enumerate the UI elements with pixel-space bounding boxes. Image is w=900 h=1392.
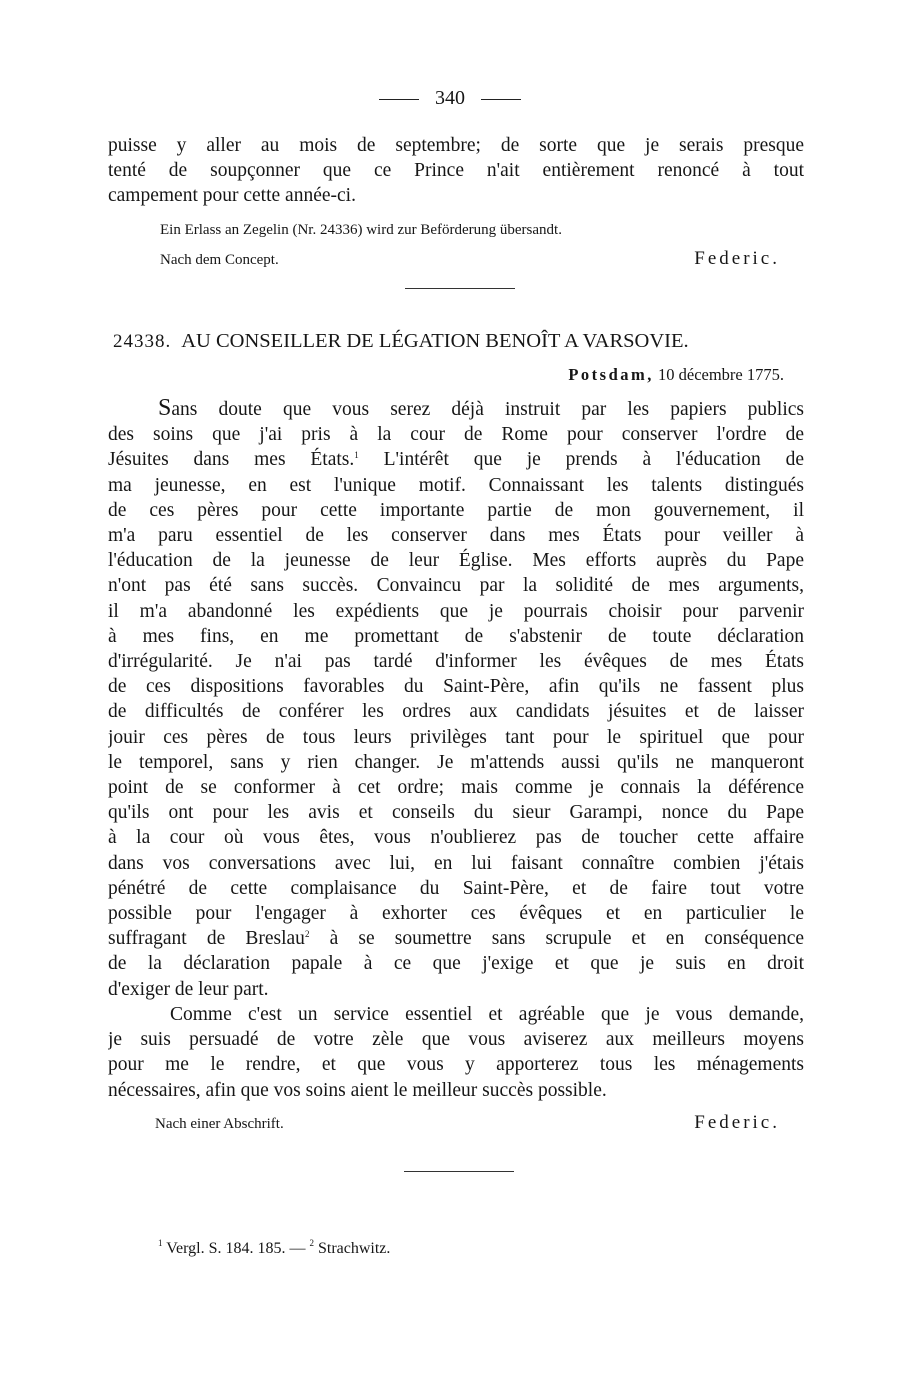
footnote-2-text: Strachwitz. (317, 1240, 391, 1257)
footnotes (158, 1240, 390, 1258)
paragraph-line: à la cour où vous êtes, vous n'oublierez pas de toucher cette affaire (108, 827, 804, 849)
letter-footer (155, 1112, 780, 1134)
page-number: 340 (435, 87, 465, 109)
paragraph-line: l'éducation de la jeunesse de leur Église. Mes efforts auprès du Pape (108, 550, 804, 572)
signature-previous: Federic. (694, 248, 780, 269)
paragraph-line: le temporel, sans y rien changer. Je m'attends aussi qu'ils ne manqueront (108, 751, 804, 773)
previous-letter-footer (160, 248, 780, 270)
place: Potsdam, (568, 365, 654, 384)
paragraph-line: des soins que j'ai pris à la cour de Rome pour conserver l'ordre de (108, 424, 804, 446)
section-divider (405, 288, 515, 289)
paragraph-line: m'a paru essentiel de les conserver dans mes États pour veiller à (108, 525, 804, 547)
paragraph-line: je suis persuadé de votre zèle que vous aviserez aux meilleurs moyens (108, 1029, 804, 1051)
date: 10 décembre 1775. (658, 365, 784, 384)
paragraph-line: nécessaires, afin que vos soins aient le meilleur succès possible. (108, 1079, 607, 1101)
paragraph-line: point de se conformer à cet ordre; mais comme je connais la déférence (108, 777, 804, 799)
editorial-note: Ein Erlass an Zegelin (Nr. 24336) wird zur Beförderung übersandt. (160, 222, 562, 238)
paragraph-line: Sans doute que vous serez déjà instruit par les papiers publics (158, 396, 804, 421)
paragraph-line: d'irrégularité. Je n'ai pas tardé d'informer les évêques de mes États (108, 651, 804, 673)
paragraph-line: suffragant de Breslau$^2$ à se soumettre sans scrupule et en conséquence (108, 928, 804, 950)
paragraph-line: ma jeunesse, en est l'unique motif. Connaissant les talents distingués (108, 474, 804, 496)
carryover-line: puisse y aller au mois de septembre; de sorte que je serais presque (108, 135, 804, 156)
paragraph-line: à mes fins, en me promettant de s'abstenir de toute déclaration (108, 625, 804, 647)
source-note-copy: Nach einer Abschrift. (155, 1116, 284, 1132)
letter-title: AU CONSEILLER DE LÉGATION BENOÎT A VARSOVIE. (181, 330, 689, 352)
paragraph-line: possible pour l'engager à exhorter ces évêques et en particulier le (108, 903, 804, 925)
footnote-separator: — (289, 1240, 306, 1257)
paragraph-line: dans vos conversations avec lui, en lui faisant connaître combien j'étais (108, 852, 804, 874)
paragraph-line: qu'ils ont pour les avis et conseils du sieur Garampi, nonce du Pape (108, 802, 804, 824)
footnote-marker-1: 1 (158, 1238, 163, 1248)
dateline (568, 365, 784, 385)
paragraph-line: pour me le rendre, et que vous y apporterez tous les ménagements (108, 1054, 804, 1076)
letter-paragraph-2 (108, 1002, 804, 1103)
paragraph-line: Jésuites dans mes États.$^1$ L'intérêt que je prends à l'éducation de (108, 449, 804, 471)
footnote-ref-2: 2 (304, 929, 310, 940)
paragraph-line: de ces pères pour cette importante partie de mon gouvernement, il (108, 499, 804, 521)
drop-capital: S (158, 396, 172, 421)
paragraph-line: il m'a abandonné les expédients que je pourrais choisir pour parvenir (108, 600, 804, 622)
paragraph-line: de la déclaration papale à ce que j'exige et que je suis en droit (108, 953, 804, 975)
paragraph-line: de ces dispositions favorables du Saint-Père, afin qu'ils ne fassent plus (108, 676, 804, 698)
paragraph-line: jouir ces pères de tous leurs privilèges tant pour le spirituel que pour (108, 726, 804, 748)
paragraph-line: d'exiger de leur part. (108, 978, 269, 1000)
letter-paragraph-1 (108, 396, 804, 1002)
source-note-concept: Nach dem Concept. (160, 252, 279, 268)
carryover-line: tenté de soupçonner que ce Prince n'ait entièrement renoncé à tout (108, 160, 804, 182)
paragraph-line: n'ont pas été sans succès. Convaincu par la solidité de mes arguments, (108, 575, 804, 597)
paragraph-line: de difficultés de conférer les ordres aux candidats jésuites et de laisser (108, 701, 804, 723)
end-divider (404, 1171, 514, 1172)
header-rule-left (379, 99, 419, 100)
paragraph-line: pénétré de cette complaisance du Saint-Père, et de faire tout votre (108, 877, 804, 899)
page-header (0, 86, 900, 110)
footnote-1-text: Vergl. S. 184. 185. (166, 1240, 286, 1257)
letter-heading (113, 330, 689, 353)
carryover-line: campement pour cette année-ci. (108, 185, 356, 207)
header-rule-right (481, 99, 521, 100)
footnote-ref-1: 1 (354, 450, 359, 461)
footnote-marker-2: 2 (309, 1238, 314, 1248)
paragraph-line: Comme c'est un service essentiel et agréable que je vous demande, (170, 1004, 804, 1025)
carryover-paragraph (108, 133, 804, 209)
signature: Federic. (694, 1112, 780, 1133)
letter-number: 24338. (113, 331, 172, 352)
